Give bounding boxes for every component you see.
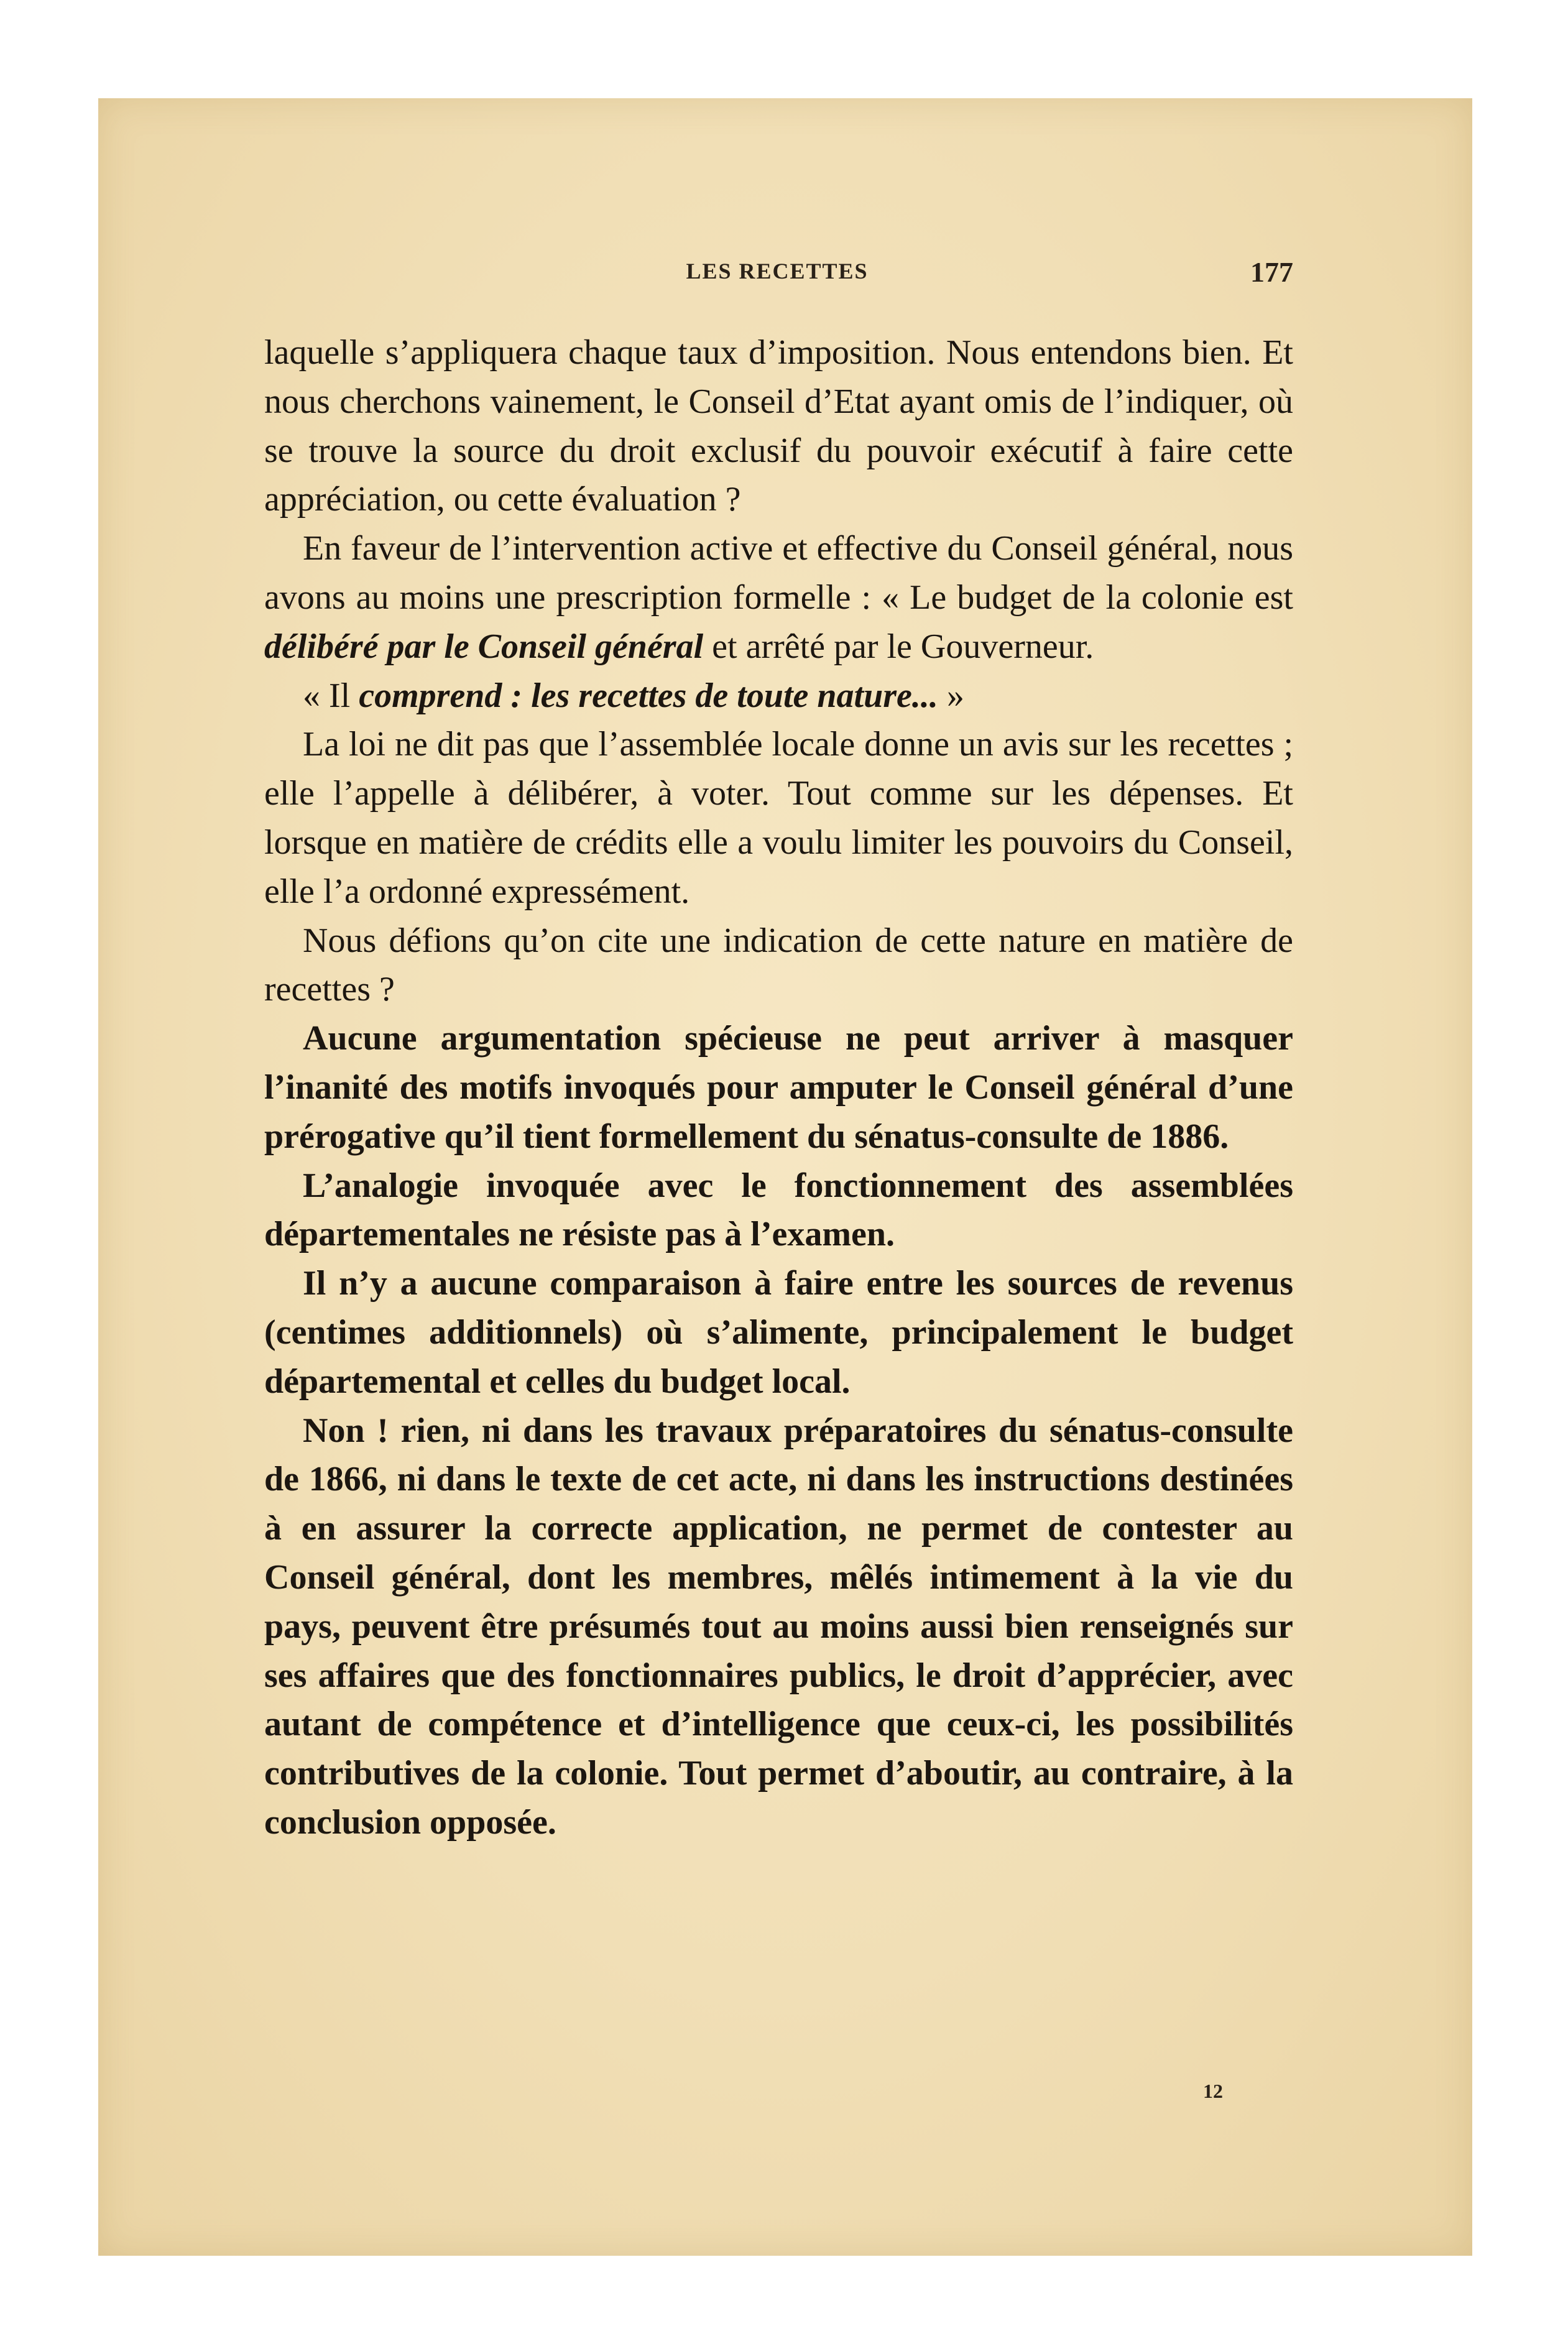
paragraph-6: Aucune argumentation spécieuse ne peut arriver à masquer l’inanité des motifs invoqués pour amputer le Conseil général d’une prérogative qu’il tient formellement du sénatus-consulte de 1886.: [264, 1019, 1293, 1156]
running-head: LES RECETTES: [686, 259, 869, 284]
page-number: 177: [1250, 256, 1293, 288]
paragraph-7: L’analogie invoquée avec le fonctionnement des assemblées départementales ne résiste pas à l’examen.: [264, 1166, 1293, 1254]
paragraph-3-text: « Il: [303, 676, 359, 715]
paragraph-5: Nous défions qu’on cite une indication de cette nature en matière de recettes ?: [264, 921, 1293, 1009]
signature-mark: 12: [1203, 2080, 1223, 2102]
paragraph-1: laquelle s’appliquera chaque taux d’imposition. Nous entendons bien. Et nous cherchons vainement, le Conseil d’Etat ayant omis de l’indiquer, où se trouve la source du droit exclusif du pouvoir exécutif à faire cette appréciation, ou cette évaluation ?: [264, 333, 1293, 519]
paragraph-3-text-end: »: [938, 676, 964, 715]
paragraph-3-emphasis: comprend : les recettes de toute nature...: [359, 676, 938, 715]
paragraph-2-text: En faveur de l’intervention active et effective du Conseil général, nous avons au moins une prescription formelle : « Le budget de la colonie est: [264, 529, 1293, 617]
paragraph-2-text-end: et arrêté par le Gouverneur.: [703, 627, 1094, 666]
paragraph-8: Il n’y a aucune comparaison à faire entre les sources de revenus (centimes additionnels) où s’alimente, principalement le budget départemental et celles du budget local.: [264, 1264, 1293, 1401]
paragraph-4: La loi ne dit pas que l’assemblée locale donne un avis sur les recettes ; elle l’appelle à délibérer, à voter. Tout comme sur les dépenses. Et lorsque en matière de crédits elle a voulu limiter les pouvoirs du Conseil, elle l’a ordonné expressément.: [264, 725, 1293, 911]
paragraph-3: [264, 671, 1293, 721]
paragraph-2-emphasis: délibéré par le Conseil général: [264, 627, 704, 666]
paragraph-2: [264, 524, 1293, 671]
paragraph-9: Non ! rien, ni dans les travaux préparatoires du sénatus-consulte de 1866, ni dans le texte de cet acte, ni dans les instructions destinées à en assurer la correcte application, ne permet de contester au Conseil général, dont les membres, mêlés intimement à la vie du pays, peuvent être présumés tout au moins aussi bien renseignés sur ses affaires que des fonctionnaires publics, le droit d’apprécier, avec autant de compétence et d’intelligence que ceux-ci, les possibilités contributives de la colonie. Tout permet d’aboutir, au contraire, à la conclusion opposée.: [264, 1411, 1293, 1842]
body-text: [264, 328, 1293, 1847]
page-header: [261, 258, 1293, 295]
